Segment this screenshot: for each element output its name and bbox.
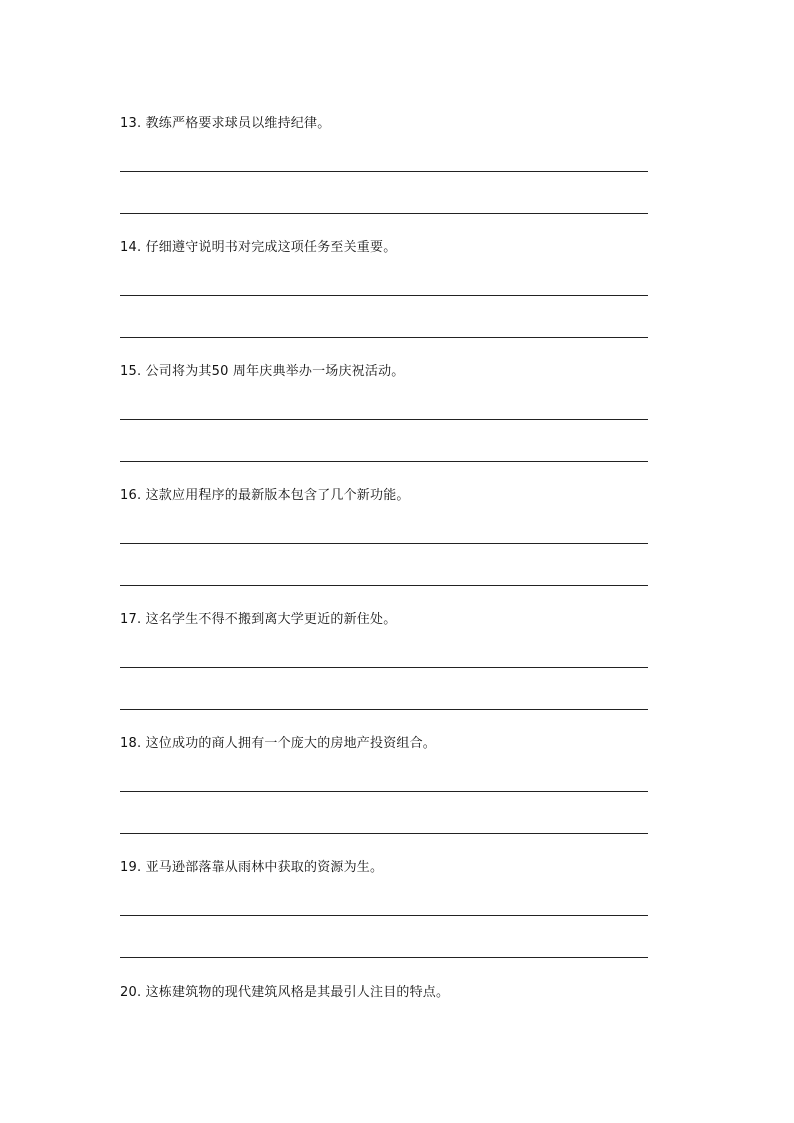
- question-text: 15. 公司将为其50 周年庆典举办一场庆祝活动。: [120, 364, 405, 379]
- answer-line: [120, 295, 648, 296]
- question-text: 18. 这位成功的商人拥有一个庞大的房地产投资组合。: [120, 736, 437, 751]
- answer-line: [120, 667, 648, 668]
- question-text: 17. 这名学生不得不搬到离大学更近的新住处。: [120, 612, 397, 627]
- answer-line: [120, 461, 648, 462]
- question-text: 16. 这款应用程序的最新版本包含了几个新功能。: [120, 488, 410, 503]
- answer-line: [120, 213, 648, 214]
- answer-line: [120, 543, 648, 544]
- answer-line: [120, 337, 648, 338]
- question-text: 13. 教练严格要求球员以维持纪律。: [120, 116, 331, 131]
- answer-line: [120, 791, 648, 792]
- question-text: 14. 仔细遵守说明书对完成这项任务至关重要。: [120, 240, 397, 255]
- answer-line: [120, 957, 648, 958]
- question-text: 19. 亚马逊部落靠从雨林中获取的资源为生。: [120, 860, 384, 875]
- question-text: 20. 这栋建筑物的现代建筑风格是其最引人注目的特点。: [120, 985, 450, 1000]
- answer-line: [120, 833, 648, 834]
- answer-line: [120, 171, 648, 172]
- answer-line: [120, 709, 648, 710]
- answer-line: [120, 585, 648, 586]
- answer-line: [120, 915, 648, 916]
- answer-line: [120, 419, 648, 420]
